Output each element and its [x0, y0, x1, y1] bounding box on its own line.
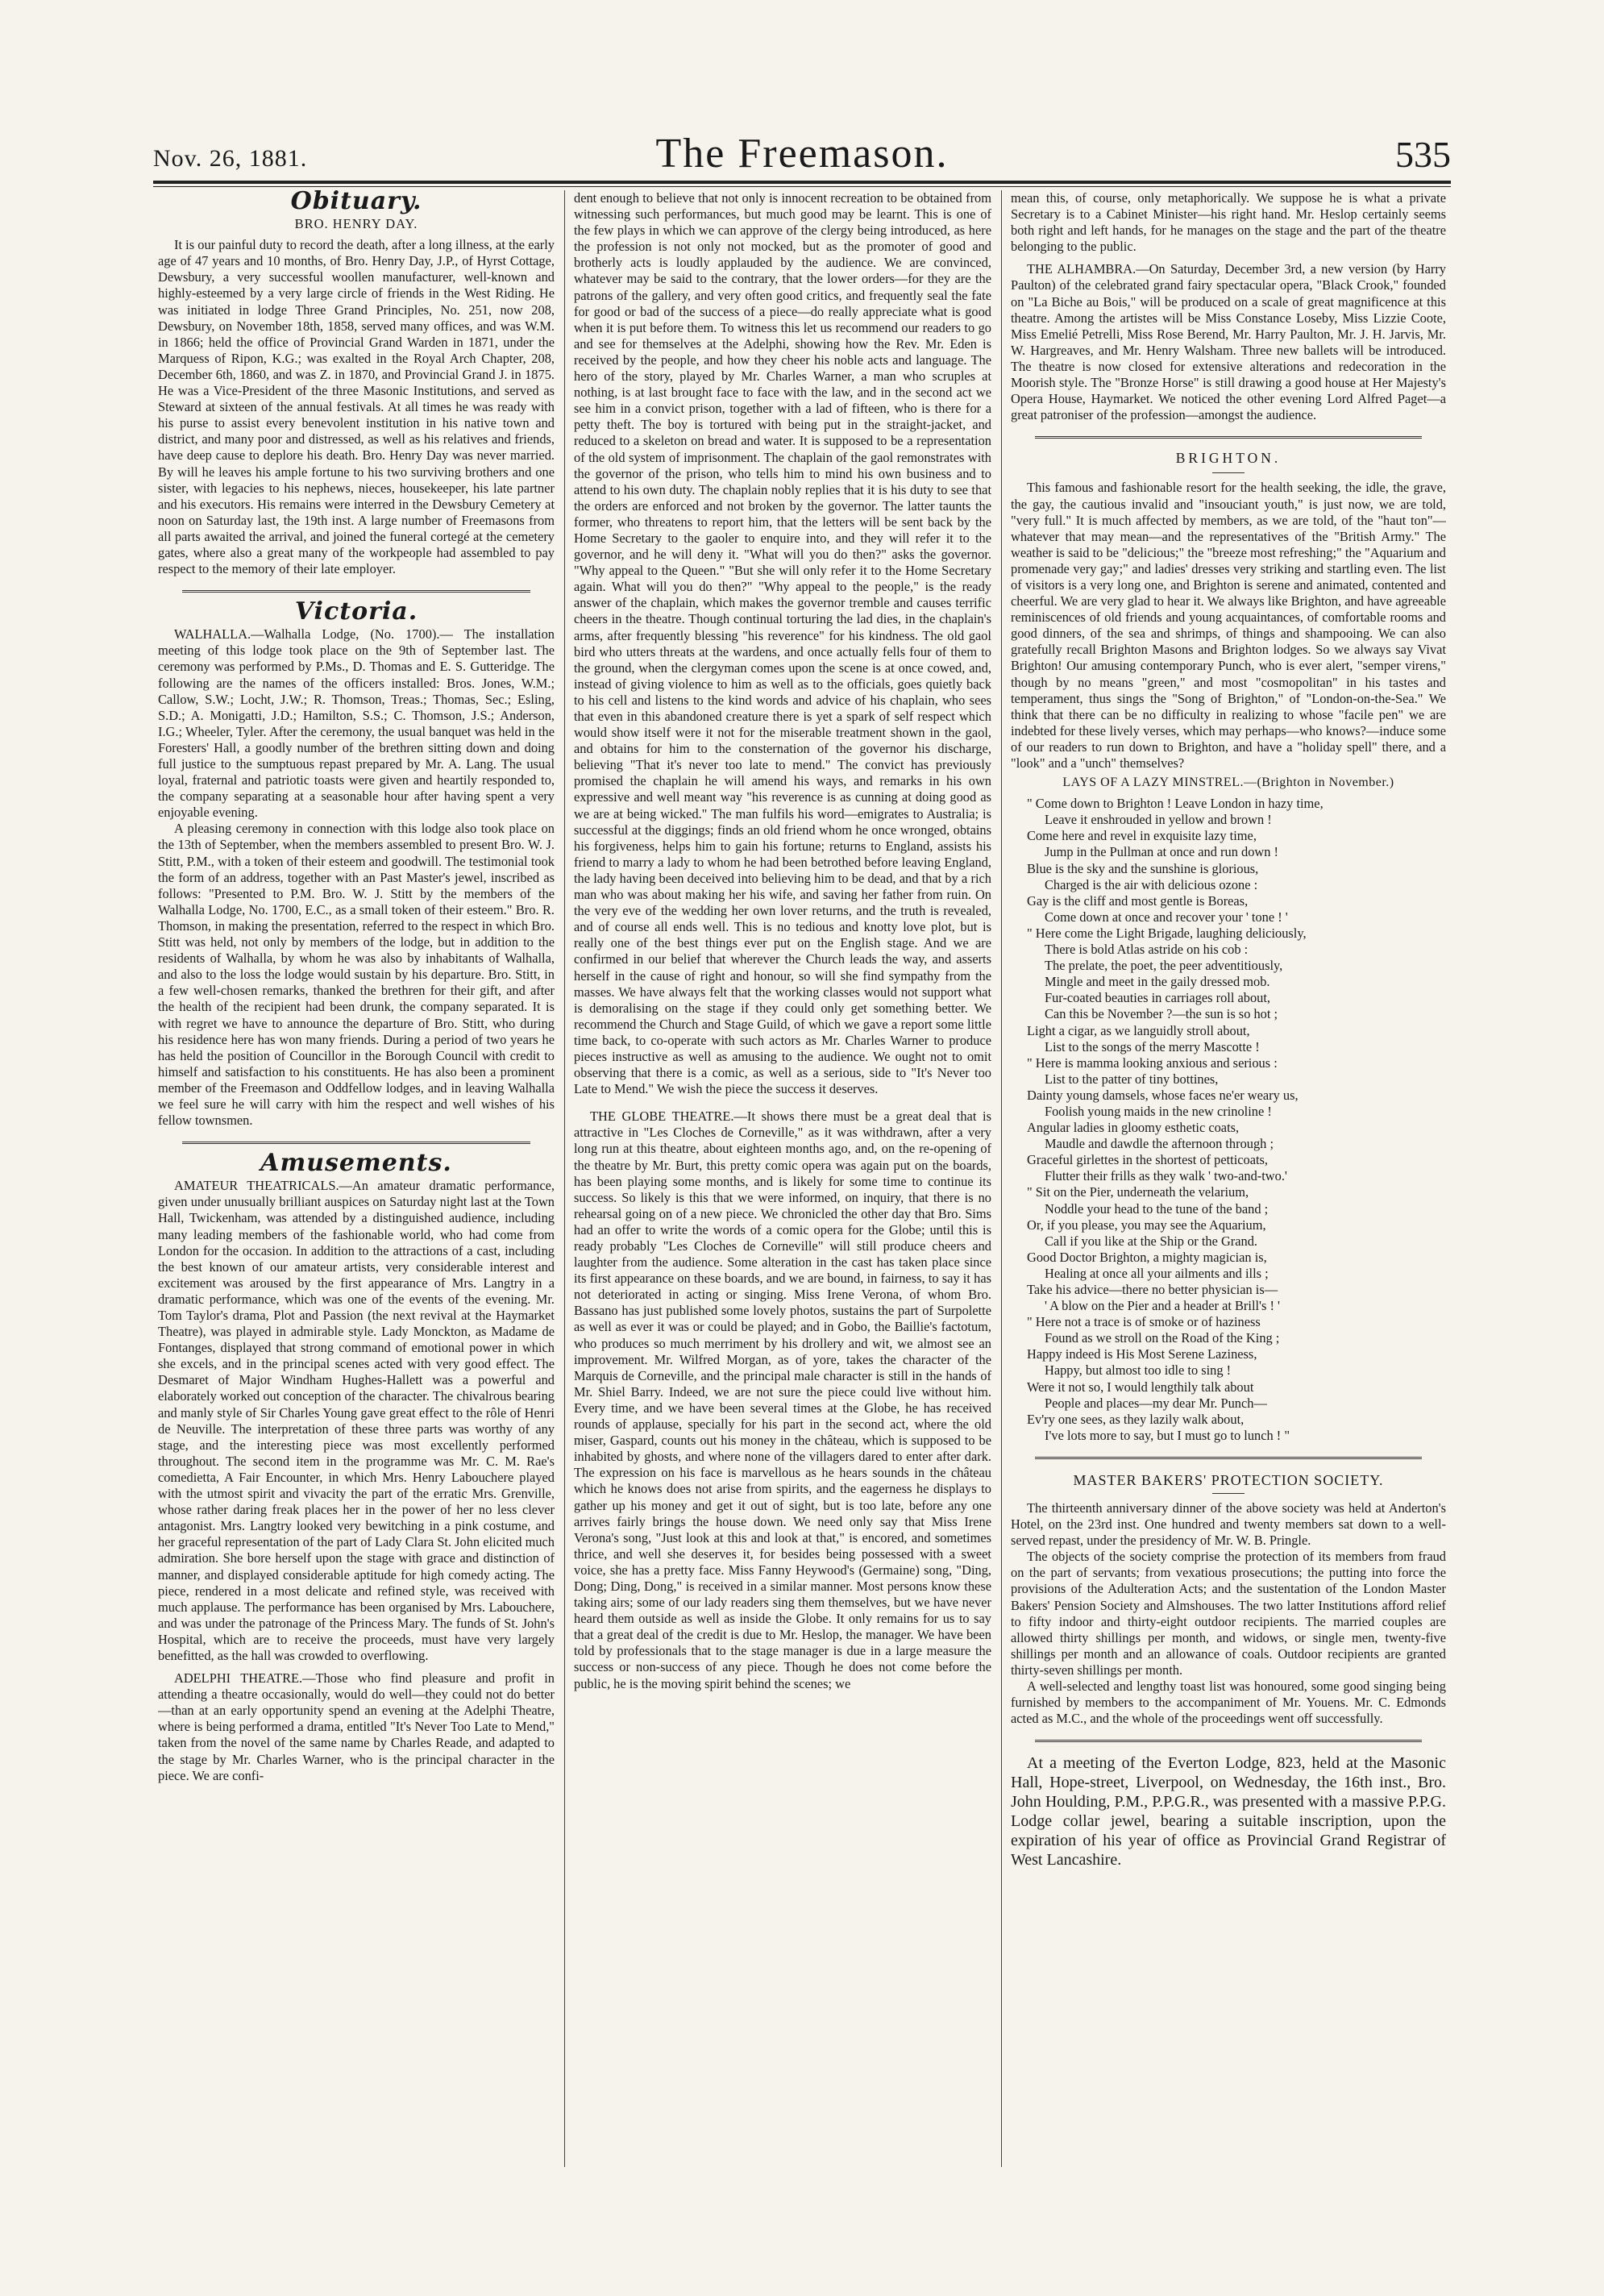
section-divider — [182, 1142, 530, 1144]
poem-line: Charged is the air with delicious ozone : — [1045, 876, 1258, 892]
obituary-heading: Obituary. — [290, 190, 422, 215]
poem — [1027, 796, 1446, 1444]
poem-line: Ev'ry one sees, as they lazily walk about, — [1027, 1411, 1245, 1427]
walhalla-paragraph-2: A pleasing ceremony in connection with this lodge also took place on the 13th of September, when the members assembled to present Bro. W. J. Stitt, P.M., with a token of their esteem and goodwill. The testimonial took the form of an address, together with an Past Master's jewel, inscribed as follows: "Presented to P.M. Bro. W. J. Stitt by the members of the Walhalla Lodge, No. 1700, E.C., as a small token of their esteem." Bro. R. Thomson, in making the presentation, referred to the respect in which Bro. Stitt was held, not only by members of the lodge, but in addition to the residents of Walhalla, by whom he was also by inhabitants of Walhalla, and also to the loss the lodge would sustain by his departure. Bro. Stitt, in a few well-chosen remarks, thanked the brethren for their gift, and after the health of the recipient had been drunk, the company separated. It is with regret we have to announce the departure of Bro. Stitt, who during his residence here has won many friends. During a period of two years he has held the position of Councillor in the Borough Council with credit to himself and satisfaction to his constituents. He has also been a prominent member of the Freemason and Oddfellow lodges, and in leaving Walhalla we feel sure he will carry with him the respect and well wishes of his fellow townsmen. — [158, 821, 555, 1129]
poem-line: " Sit on the Pier, underneath the velarium, — [1027, 1184, 1249, 1200]
master-bakers-heading: MASTER BAKERS' PROTECTION SOCIETY. — [1073, 1471, 1384, 1488]
amusements-heading: Amusements. — [260, 1149, 452, 1178]
poem-line: Fur-coated beauties in carriages roll about, — [1045, 990, 1271, 1006]
poem-line: List to the patter of tiny bottines, — [1045, 1071, 1219, 1087]
poem-line: Maudle and dawdle the afternoon through ; — [1045, 1136, 1274, 1152]
poem-line: Found as we stroll on the Road of the King ; — [1045, 1330, 1280, 1346]
poem-line: Jump in the Pullman at once and run down ! — [1045, 844, 1278, 860]
alhambra-paragraph: THE ALHAMBRA.—On Saturday, December 3rd, a new version (by Harry Paulton) of the celebrated grand fairy spectacular opera, "Black Crook," founded on "La Biche au Bois," will be produced on a scale of great magnificence at this theatre. Among the artistes will be Miss Constance Loseby, Miss Lizzie Coote, Miss Emelié Petrelli, Miss Rose Berend, Mr. Harry Paulton, Mr. J. H. Jarvis, Mr. W. Hargreaves, and Mr. Henry Walsham. Three new ballets will be introduced. The theatre is now closed for extensive alterations and redecoration in the Moorish style. The "Bronze Horse" is still drawing a good house at Her Majesty's Opera House, Haymarket. We noticed the other evening Lord Alfred Paget—a great patroniser of the profession—amongst the audience. — [1011, 261, 1446, 423]
globe-theatre-paragraph: THE GLOBE THEATRE.—It shows there must be a great deal that is attractive in "Les Cloches de Corneville," as it was withdrawn, after a very long run at this theatre, about eighteen months ago, and, on the re-opening of the theatre by Mr. Burt, this pretty comic opera was again put on the boards, has been playing some months, and is likely for some time to continue its success. So likely is this that we were informed, on inquiry, that there is no rehearsal going on of a new piece. We chronicled the other day that Bro. Sims had an offer to write the words of a comic opera for the Globe; until this is ready probably "Les Cloches de Corneville" will still produce cheers and laughter from the audience. Some alteration in the cast has taken place since its first appearance on these boards, and we are bound, in fairness, to say it has not deteriorated in acting or singing. Miss Irene Verona, of whom Bro. Bassano has just published some lovely photos, sustains the part of Surpolette as well as ever it was or could be played; and in Gobo, the Baillie's factotum, who produces so much merriment by his drollery and wit, we almost see an improvement. Mr. Wilfred Morgan, as of yore, takes the character of the Marquis de Corneville, and the principal male character is still in the hands of Mr. Shiel Barry. Indeed, we are not sure the piece could live without him. Every time, and we have been several times at the Globe, he has received rounds of applause, specially for his part in the second act, where the old miser, Gaspard, counts out his money in the château, which is supposed to be inhabited by ghosts, and where none of the villagers dared to enter after dark. The expression on his face is marvellous as he hears sounds in the château which he knows does not arise from spirits, and the eagerness he displays to gather up his money and get it out of sight, but is too late, before any one arrives fairly brings the house down. We need only say that Miss Irene Verona's song, "Just look at this and look at that," is encored, and sometimes thrice, and well she deserves it, for besides being possessed with a sweet voice, she has a pretty face. Miss Fanny Heywood's (Germaine) song, "Ding, Dong; Ding, Dong," is received in a similar manner. Most persons know these taking airs; some of our lady readers sing them themselves, but we have never heard them outside as well as inside the Globe. It only remains for us to say that a great deal of the credit is due to Mr. Heslop, the manager. We have been told by professionals that to the stage manager is due in a large measure the success or non-success of any piece. Though he does not come before the public, he is the moving spirit behind the scenes; we — [574, 1108, 991, 1691]
poem-line: " Come down to Brighton ! Leave London in hazy time, — [1027, 796, 1324, 812]
poem-line: The prelate, the poet, the peer adventitiously, — [1045, 958, 1283, 974]
page-number: 535 — [1395, 134, 1451, 175]
poem-line: Blue is the sky and the sunshine is glorious, — [1027, 860, 1259, 876]
poem-title: LAYS OF A LAZY MINSTREL.—(Brighton in November.) — [1062, 776, 1394, 790]
everton-lodge-paragraph: At a meeting of the Everton Lodge, 823, held at the Masonic Hall, Hope-street, Liverpool, on Wednesday, the 16th inst., Bro. John Houlding, P.M., P.P.G.R., was presented with a massive P.P.G. Lodge collar jewel, bearing a suitable inscription, upon the expiration of his year of office as Provincial Grand Registrar of West Lancashire. — [1011, 1754, 1446, 1870]
poem-line: List to the songs of the merry Mascotte ! — [1045, 1038, 1260, 1054]
column-1 — [158, 190, 555, 2223]
poem-line: Can this be November ?—the sun is so hot ; — [1045, 1006, 1278, 1022]
masthead-rule-thin — [153, 186, 1451, 187]
poem-line: Were it not so, I would lengthily talk about — [1027, 1379, 1254, 1395]
section-divider — [182, 590, 530, 593]
column-divider — [564, 190, 565, 2167]
poem-line: " Here come the Light Brigade, laughing deliciously, — [1027, 925, 1307, 941]
poem-line: Foolish young maids in the new crinoline ! — [1045, 1103, 1272, 1119]
globe-continued: mean this, of course, only metaphorically. We suppose he is what a private Secretary is to a Cabinet Minister—his right hand. Mr. Heslop certainly seems both right and left hands, for he manages on the stage and the part of the theatre belonging to the public. — [1011, 190, 1446, 255]
poem-line: Healing at once all your ailments and ills ; — [1045, 1265, 1269, 1281]
poem-line: Leave it enshrouded in yellow and brown ! — [1045, 812, 1272, 828]
poem-line: Gay is the cliff and most gentle is Boreas, — [1027, 892, 1249, 909]
poem-line: Noddle your head to the tune of the band ; — [1045, 1200, 1269, 1217]
master-bakers-paragraph-3: A well-selected and lengthy toast list was honoured, some good singing being furnished by members to the accompaniment of Mr. Youens. Mr. C. Edmonds acted as M.C., and the whole of the proceedings went off successfully. — [1011, 1678, 1446, 1727]
poem-line: Mingle and meet in the gaily dressed mob. — [1045, 974, 1270, 990]
poem-line: Take his advice—there no better physician is— — [1027, 1282, 1278, 1297]
amateur-theatricals-paragraph: AMATEUR THEATRICALS.—An amateur dramatic performance, given under unusually brilliant auspices on Saturday night last at the Town Hall, Twickenham, was attended by a distinguished audience, including many leading members of the fashionable world, who had come from London for the occasion. In addition to the attractions of a cast, including the best known of our amateur artists, very considerable interest and excitement was aroused by the first appearance of Mrs. Langtry in a dramatic performance, which was one of the events of the evening. Mr. Tom Taylor's drama, Plot and Passion (the next revival at the Haymarket Theatre), was played in admirable style. Lady Monckton, as Madame de Fontanges, displayed that strong command of emotional power in which she excels, and in the principal scenes acted with very good effect. The Desmaret of Major Windham Hughes-Hallett was a powerful and elaborately worked out conception of the character. The chivalrous bearing and manly style of Sir Charles Young gave great effect to the rôle of Henri de Neuville. The interpretation of these three parts was worthy of any stage, and the interesting piece was most excellently performed throughout. The second item in the programme was Mr. C. M. Rae's comedietta, A Fair Encounter, in which Mrs. Henry Labouchere played with the utmost spirit and vivacity the part of the erratic Mrs. Grenville, whose rather daring freak places her in the power of her no less clever antagonist. Mrs. Langtry looked very bewitching in a pink costume, and her graceful representation of the part of Lady Clara St. John elicited much admiration. She bore herself upon the stage with grace and distinction of manner, and displayed considerable aptitude for high comedy acting. The piece, rendered in a most delicate and refined style, was received with much applause. The performance has been organised by Mrs. Labouchere, and was under the patronage of the Princess Mary. The funds of St. John's Hospital, which are to receive the proceeds, must have very largely benefitted, as the hall was crowded to overflowing. — [158, 1178, 555, 1663]
walhalla-paragraph: WALHALLA.—Walhalla Lodge, (No. 1700).— The installation meeting of this lodge took place on the 9th of September last. The ceremony was performed by P.Ms., D. Thomas and E. S. Gutteridge. The following are the names of the officers installed: Bros. Jones, W.M.; Callow, S.W.; Locht, J.W.; R. Thomson, Treas.; Thomas, Sec.; Esling, S.D.; A. Monigatti, J.D.; Hamilton, S.S.; C. Thomson, J.S.; Anderson, I.G.; Wheeler, Tyler. After the ceremony, the usual banquet was held in the Foresters' Hall, a goodly number of the brethren sitting down and doing full justice to the sumptuous repast prepared by Mr. A. Lang. The usual loyal, fraternal and patriotic toasts were given and heartily responded to, the company separating at a seasonable hour after having spent a very enjoyable evening. — [158, 626, 555, 821]
column-2 — [574, 190, 991, 2223]
poem-line: Come here and revel in exquisite lazy time, — [1027, 828, 1257, 844]
poem-line: Light a cigar, as we languidly stroll about, — [1027, 1022, 1250, 1038]
adelphi-paragraph: ADELPHI THEATRE.—Those who find pleasure and profit in attending a theatre occasionally, would do well—they could not do better—than at an early opportunity spend an evening at the Adelphi Theatre, where is being performed a drama, entitled "It's Never Too Late to Mend," taken from the novel of the same name by Charles Reade, and adapted to the stage by Mr. Charles Warner, who is the principal character in the piece. We are confi- — [158, 1670, 555, 1783]
issue-date: Nov. 26, 1881. — [153, 145, 308, 172]
poem-line: Or, if you please, you may see the Aquarium, — [1027, 1217, 1266, 1233]
poem-line: Call if you like at the Ship or the Grand. — [1045, 1233, 1258, 1249]
newspaper-title: The Freemason. — [655, 131, 949, 177]
section-divider — [1035, 436, 1422, 439]
short-rule — [1212, 472, 1245, 473]
masthead — [153, 113, 1451, 177]
column-3 — [1011, 190, 1446, 2223]
victoria-heading: Victoria. — [294, 597, 418, 626]
master-bakers-paragraph: The thirteenth anniversary dinner of the above society was held at Anderton's Hotel, on the 23rd inst. One hundred and twenty members sat down to a well-served repast, under the presidency of Mr. W. B. Pringle. — [1011, 1499, 1446, 1549]
poem-line: People and places—my dear Mr. Punch— — [1045, 1395, 1267, 1411]
section-divider — [1035, 1457, 1422, 1459]
poem-line: Happy, but almost too idle to sing ! — [1045, 1362, 1232, 1379]
poem-line: Come down at once and recover your ' tone ! ' — [1045, 909, 1288, 925]
masthead-rule-thick — [153, 181, 1451, 184]
brighton-paragraph: This famous and fashionable resort for the health seeking, the idle, the grave, the gay, the cautious invalid and "insouciant youth," is just now, we are told, "very full." It is much affected by members, as we are told, of the "haut ton"—whatever that may mean—and the representatives of the "British Army." The weather is said to be "delicious;" the "breeze most refreshing;" the "Aquarium and promenade very gay;" and ladies' dresses very striking and startling even. The list of visitors is a very long one, and Brighton is serene and animated, contented and cheerful. We are very glad to hear it. We always like Brighton, and have agreeable reminiscences of old friends and young acquaintances, of comfortable rooms and good dinners, of the sea and shrimps, of things and shampooing. We can also gratefully recall Brighton Masons and Brighton lodges. So we always say Vivat Brighton! Our amusing contemporary Punch, who is ever alert, "semper virens," though by no means "green," and most "cosmopolitan" in his tastes and temperament, thus sings the "Song of Brighton," of "London-on-the-Sea." We think that there can be no difficulty in realizing to whose "facile pen" we are indebted for these lively verses, which may perhaps—who knows?—induce some of our readers to run down to Brighton, and have a "holiday spell" there, and a "look" and a "unch" themselves? — [1011, 480, 1446, 771]
short-rule — [1212, 1493, 1245, 1494]
obituary-subheading: BRO. HENRY DAY. — [294, 216, 418, 232]
poem-line: Angular ladies in gloomy esthetic coats, — [1027, 1120, 1240, 1136]
master-bakers-paragraph-2: The objects of the society comprise the protection of its members from fraud on the part of servants; from vexatious prosecutions; the putting into force the provisions of the Adulteration Acts; and the sustentation of the London Master Bakers' Pension Society and Almshouses. The two latter Institutions afford relief to fifty indoor and thirty-eight outdoor recipients. The married couples are allowed thirty shillings per month, and widows, or single men, twenty-five shillings per month and an allowance of coals. Outdoor recipients are granted thirty-seven shillings per month. — [1011, 1549, 1446, 1678]
obituary-body: It is our painful duty to record the death, after a long illness, at the early age of 47 years and 10 months, of Bro. Henry Day, J.P., of Hyrst Cottage, Dewsbury, a very successful woollen manufacturer, well-known and highly-esteemed by a very large circle of friends in the West Riding. He was initiated in lodge Three Grand Principles, No. 251, now 208, Dewsbury, on November 18th, 1858, served many offices, and was W.M. in 1866; held the office of Provincial Grand Warden in 1871, under the Marquess of Ripon, K.G.; was exalted in the Royal Arch Chapter, 208, December 6th, 1860, and was Z. in 1870, and Provincial Grand J. in 1875. He was a Vice-President of the three Masonic Institutions, and served as Steward at sixteen of the annual festivals. At all times he was ready with his purse to assist every benevolent institution in his native town and district, and many poor and distressed, as well as his relatives and friends, have deep cause to deplore his death. Bro. Henry Day was never married. By will he leaves his ample fortune to his two surviving brothers and one sister, with legacies to his nephews, nieces, housekeeper, his late partner and his executors. His remains were interred in the Dewsbury Cemetery at noon on Saturday last, the 19th inst. A large number of Freemasons from all parts awaited the arrival, and joined the funeral cortegé at the cemetery gates, where also a great many of the workpeople had assembled to pay respect to the memory of their late employer. — [158, 237, 555, 577]
poem-line: Flutter their frills as they walk ' two-and-two.' — [1045, 1168, 1287, 1184]
poem-line: ' A blow on the Pier and a header at Brill's ! ' — [1045, 1298, 1280, 1314]
poem-line: " Here is mamma looking anxious and serious : — [1027, 1054, 1278, 1071]
poem-line: Dainty young damsels, whose faces ne'er weary us, — [1027, 1087, 1299, 1103]
poem-line: Good Doctor Brighton, a mighty magician is, — [1027, 1249, 1267, 1265]
poem-line: There is bold Atlas astride on his cob : — [1045, 942, 1249, 958]
adelphi-continued: dent enough to believe that not only is innocent recreation to be obtained from witnessing such performances, but much good may be learnt. This is one of the few plays in which we can approve of the clergy being introduced, as here the profession is not only not mocked, but as the promoter of good and brotherly acts is loudly applauded by the audience. We are convinced, whatever may be said to the contrary, that the lower orders—for they are the patrons of the gallery, and very often good critics, and frequently seal the fate for good or bad of the success of a piece—do really appreciate what is good when it is put before them. To witness this let us recommend our readers to go and see for themselves at the Adelphi, showing how the Rev. Mr. Eden is received by the people, and how they cheer his noble acts and language. The hero of the story, played by Mr. Charles Warner, a man who scruples at nothing, is at last brought face to face with the law, and in the second act we see him in a convict prison, together with a lad of fifteen, who is there for a petty theft. The boy is tortured with being put in the straight-jacket, and reduced to a skeleton on bread and water. It is supposed to be a representation of the old system of imprisonment. The chaplain of the gaol remonstrates with the governor of the prison, who tells him to mind his own business and to attend to his own duty. The chaplain nobly replies that it is his duty to see that the orders are enforced and not broken by the governor. The latter taunts the former, who threatens to report him, that the letters will be sent back by the Home Secretary to the gaoler to enquire into, and they will refer it to the governor, and he will deny it. "What will you do then?" asks the governor. "Why appeal to the Queen." "But she will only refer it to the Home Secretary again. What will you do then?" "Why appeal to the people," is the ready answer of the chaplain, which makes the governor tremble and causes terrific cheers in the theatre. Though continual torturing the lad dies, in the chaplain's arms, after frequently blessing "his reverence" for his kindness. The old gaol bird who utters threats at the wardens, and once actually fells four of them to the ground, when the clergyman comes upon the scene is at once cowed, and, instead of giving violence to him as well as to the officials, goes quietly back to his cell and listens to the kind words and advice of his chaplain, who sees that even in this abandoned creature there is yet a spark of self respect which would show itself were it not for the miserable treatment shown in the gaol, and obtains for him to the consternation of the governor his discharge, believing "That it's never too late to mend." The convict has previously promised the chaplain he will amend his ways, and remarks in his own expressive and well meant way "his reverence is as cunning at doing good as we are at being wicked." The man fulfils his word—emigrates to Australia; is successful at the diggings; finds an old friend whom he once wronged, obtains his forgiveness, helps him to gain his fortune; returns to England, assists his friend to marry a lady to whom he had been betrothed before leaving England, the lady having been deceived into believing him to be dead, and that by a rich man who was about making her his wife, and saving her father from ruin. On the very eve of the wedding her own lover returns, and the truth is revealed, and of course all ends well. This is no tedious and knotty love plot, but is really one of the best things ever put on the English stage. And we are confirmed in our belief that wherever the Church leads the way, and asserts herself in the cause of right and honour, so will she find sympathy from the masses. We have always felt that the working classes would not support what is demoralising on the stage if they could only get something better. We recommend the Church and Stage Guild, of which we gave a report some little time back, to co-operate with such actors as Mr. Charles Warner to produce pieces instructive as well as amusing to the audience. We ought not to omit observing that there is a comic, as well as a serious, side to "It's Never too Late to Mend." We wish the piece the success it deserves. — [574, 190, 991, 1097]
poem-line: Happy indeed is His Most Serene Laziness, — [1027, 1346, 1257, 1362]
column-divider — [1001, 190, 1002, 2167]
section-divider — [1035, 1740, 1422, 1742]
poem-line: I've lots more to say, but I must go to lunch ! " — [1045, 1427, 1290, 1443]
brighton-heading: BRIGHTON. — [1175, 450, 1282, 467]
poem-line: " Here not a trace is of smoke or of haziness — [1027, 1314, 1261, 1330]
poem-line: Graceful girlettes in the shortest of petticoats, — [1027, 1152, 1269, 1168]
